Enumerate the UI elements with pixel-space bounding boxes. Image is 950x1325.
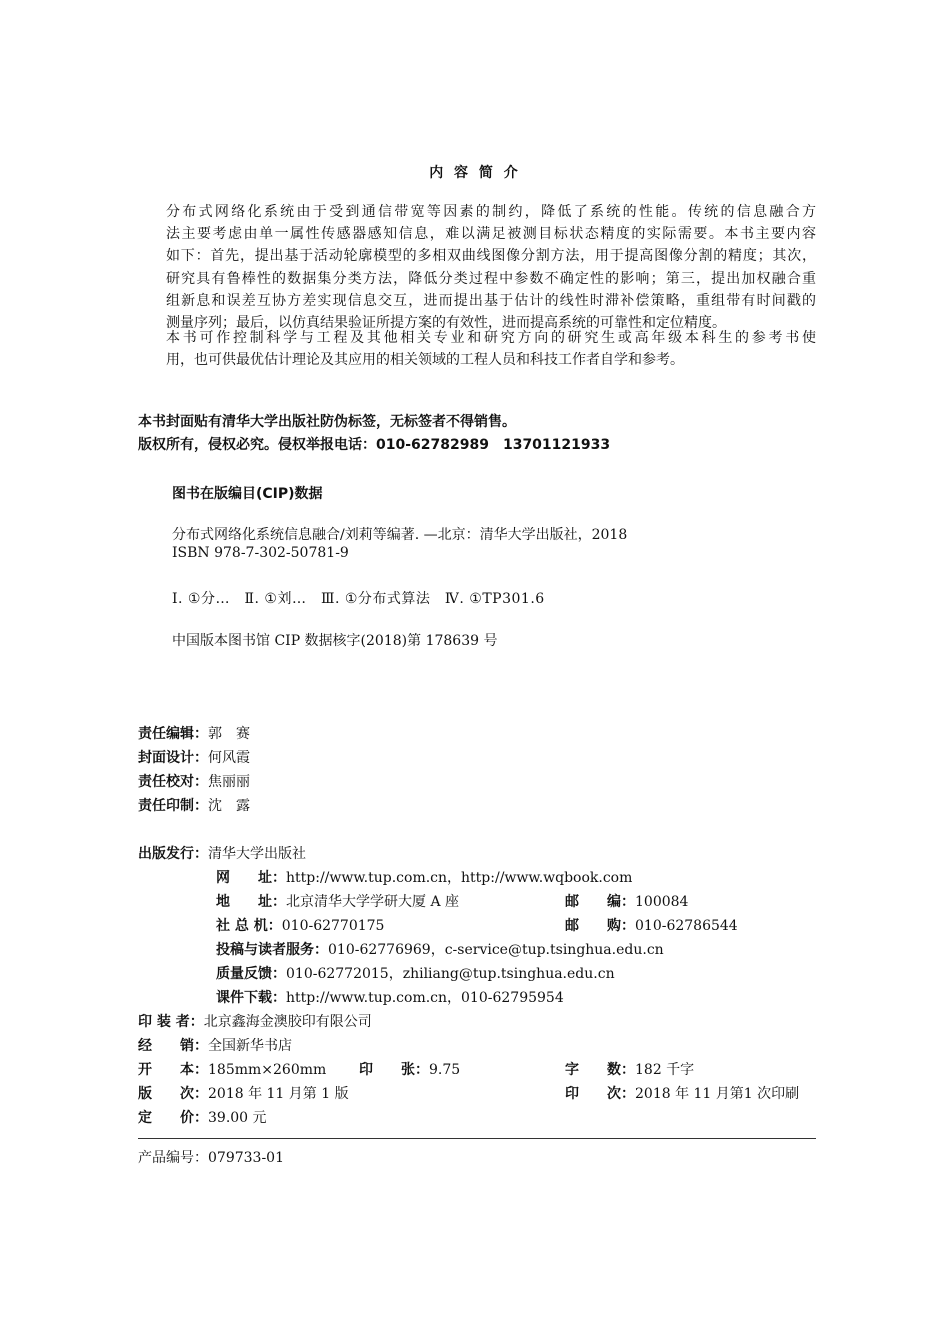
word-count-label: 字 数：	[565, 1062, 635, 1078]
cip-classification: Ⅰ. ①分… Ⅱ. ①刘… Ⅲ. ①分布式算法 Ⅳ. ①TP301.6	[172, 591, 545, 607]
staff-label: 责任校对：	[138, 774, 208, 790]
price-row	[138, 1107, 267, 1127]
courseware-row	[216, 987, 564, 1007]
quality-feedback-label: 质量反馈：	[216, 966, 286, 982]
sheets-value: 9.75	[429, 1062, 461, 1078]
edition-label: 版 次：	[138, 1086, 208, 1102]
word-count-row	[565, 1059, 694, 1079]
cip-entry: 分布式网络化系统信息融合/刘莉等编著. —北京：清华大学出版社，2018	[172, 527, 628, 543]
publisher-name: 清华大学出版社	[208, 846, 306, 862]
reader-service-value: 010-62776969，c-service@tup.tsinghua.edu.cn	[328, 942, 664, 958]
address-value: 北京清华大学学研大厦 A 座	[286, 894, 460, 910]
format-row	[138, 1059, 326, 1079]
intro-line: 研究具有鲁棒性的数据集分类方法，降低分类过程中参数不确定性的影响；第三，提出加权融合重	[166, 270, 816, 287]
zip-label: 邮 编：	[565, 894, 635, 910]
intro-line: 用，也可供最优估计理论及其应用的相关领域的工程人员和科技工作者自学和参考。	[166, 352, 684, 369]
intro-line: 组新息和误差互协方差实现信息交互，进而提出基于估计的线性时滞补偿策略，重组带有时间戳的	[166, 292, 816, 309]
publisher-label: 出版发行：	[138, 846, 208, 862]
quality-feedback-row	[216, 963, 615, 983]
price-value: 39.00 元	[208, 1110, 267, 1126]
edition-value: 2018 年 11 月第 1 版	[208, 1086, 349, 1102]
impression-value: 2018 年 11 月第1 次印刷	[635, 1086, 800, 1102]
intro-paragraph-1	[138, 201, 816, 334]
anti-counterfeit-notice: 本书封面贴有清华大学出版社防伪标签，无标签者不得销售。	[138, 414, 516, 430]
courseware-label: 课件下载：	[216, 990, 286, 1006]
intro-title: 内 容 简 介	[429, 165, 521, 181]
distributor-row	[138, 1035, 292, 1055]
quality-feedback-value: 010-62772015，zhiliang@tup.tsinghua.edu.cn	[286, 966, 615, 982]
publisher-row	[138, 843, 306, 863]
staff-label: 责任印制：	[138, 798, 208, 814]
website-row	[216, 867, 632, 887]
printer-row	[138, 1011, 372, 1031]
distributor-label: 经 销：	[138, 1038, 208, 1054]
address-row	[216, 891, 459, 911]
cip-record-number: 中国版本图书馆 CIP 数据核字(2018)第 178639 号	[172, 633, 498, 649]
cip-heading: 图书在版编目(CIP)数据	[172, 486, 323, 502]
product-code-row	[138, 1147, 284, 1167]
format-value: 185mm×260mm	[208, 1062, 327, 1078]
staff-value: 郭 赛	[208, 726, 250, 742]
sheets-row	[359, 1059, 460, 1079]
mail-order-value: 010-62786544	[635, 918, 738, 934]
product-code-value: 079733-01	[208, 1150, 284, 1166]
address-label: 地 址：	[216, 894, 286, 910]
staff-value: 沈 露	[208, 798, 250, 814]
website-label: 网 址：	[216, 870, 286, 886]
product-code-label: 产品编号：	[138, 1150, 208, 1166]
staff-cover-design	[138, 747, 250, 767]
intro-paragraph-2	[138, 327, 816, 371]
printer-value: 北京鑫海金澳胶印有限公司	[203, 1014, 372, 1030]
intro-line: 测量序列；最后，以仿真结果验证所提方案的有效性，进而提高系统的可靠性和定位精度。	[166, 315, 726, 332]
word-count-value: 182 千字	[635, 1062, 695, 1078]
cip-isbn: ISBN 978-7-302-50781-9	[172, 545, 349, 561]
printer-label: 印 装 者：	[138, 1014, 204, 1030]
mail-order-label: 邮 购：	[565, 918, 635, 934]
sheets-label: 印 张：	[359, 1062, 429, 1078]
edition-row	[138, 1083, 349, 1103]
reader-service-row	[216, 939, 664, 959]
impression-row	[565, 1083, 799, 1103]
staff-proofreader	[138, 771, 250, 791]
reader-service-label: 投稿与读者服务：	[216, 942, 328, 958]
switchboard-row	[216, 915, 384, 935]
staff-value: 焦丽丽	[208, 774, 250, 790]
switchboard-value: 010-62770175	[281, 918, 385, 934]
staff-editor	[138, 723, 250, 743]
intro-line: 如下：首先，提出基于活动轮廓模型的多相双曲线图像分割方法，用于提高图像分割的精度；其次，	[166, 248, 816, 265]
divider-line	[138, 1138, 816, 1139]
staff-printing	[138, 795, 250, 815]
website-value: http://www.tup.com.cn，http://www.wqbook.com	[286, 870, 633, 886]
price-label: 定 价：	[138, 1110, 208, 1126]
copyright-notice: 版权所有，侵权必究。侵权举报电话：010-62782989 13701121933	[138, 437, 611, 453]
staff-label: 责任编辑：	[138, 726, 208, 742]
switchboard-label: 社 总 机：	[216, 918, 282, 934]
zip-row	[565, 891, 688, 911]
staff-label: 封面设计：	[138, 750, 208, 766]
distributor-value: 全国新华书店	[208, 1038, 292, 1054]
intro-line: 法主要考虑由单一属性传感器感知信息，难以满足被测目标状态精度的实际需要。本书主要内容	[166, 226, 816, 243]
impression-label: 印 次：	[565, 1086, 635, 1102]
zip-value: 100084	[635, 894, 689, 910]
courseware-value: http://www.tup.com.cn，010-62795954	[286, 990, 564, 1006]
mail-order-row	[565, 915, 738, 935]
intro-line: 分布式网络化系统由于受到通信带宽等因素的制约，降低了系统的性能。传统的信息融合方	[166, 204, 816, 220]
staff-value: 何风霞	[208, 750, 250, 766]
intro-line: 本书可作控制科学与工程及其他相关专业和研究方向的研究生或高年级本科生的参考书使	[166, 330, 816, 346]
format-label: 开 本：	[138, 1062, 208, 1078]
